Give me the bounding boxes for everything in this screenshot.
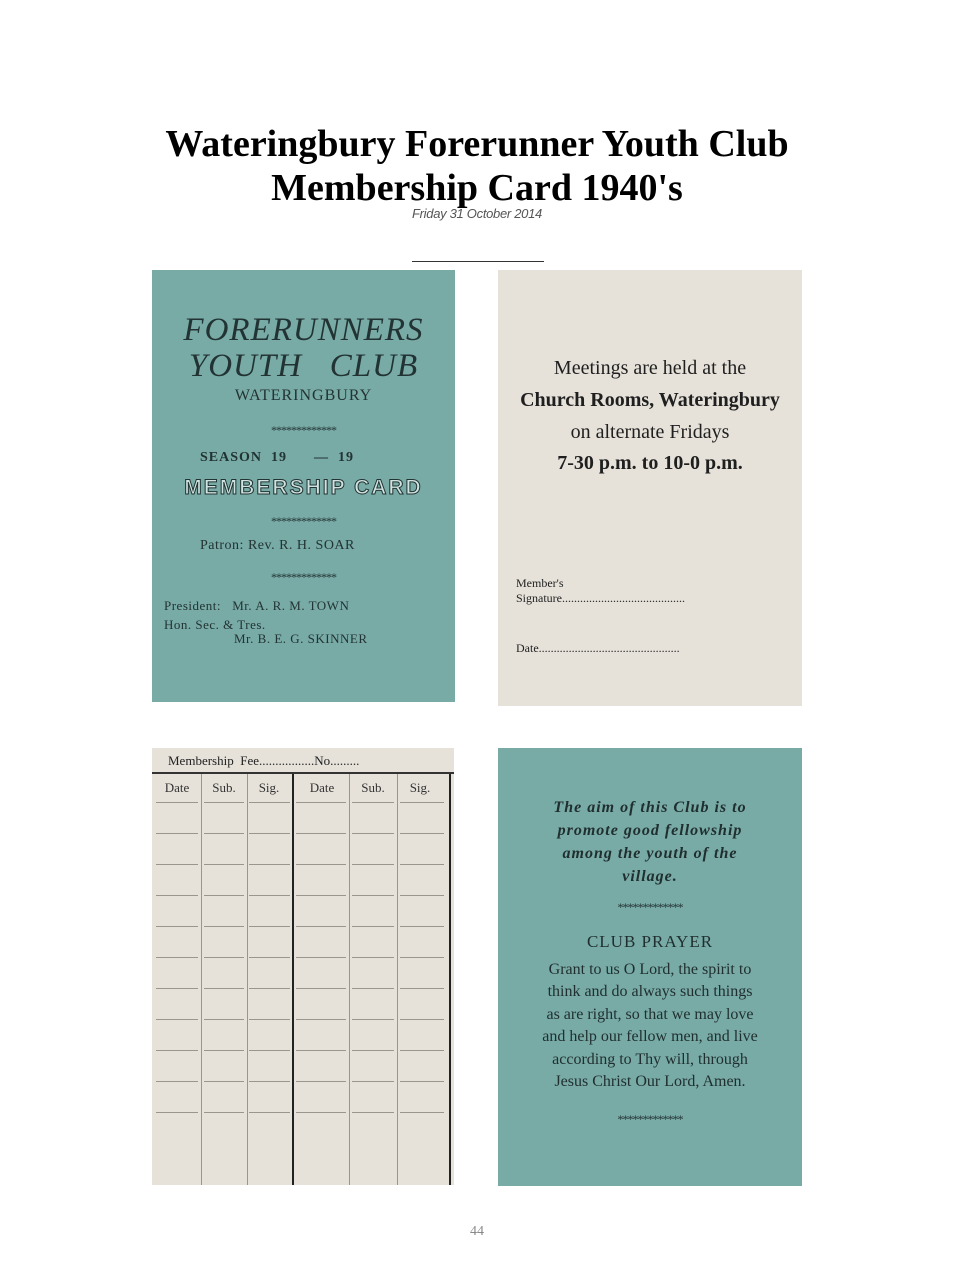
table-row-rule	[400, 864, 444, 865]
aim-line-4: village.	[622, 868, 678, 885]
table-row-rule	[156, 895, 198, 896]
table-row-rule	[352, 802, 394, 803]
meetings-line-3: on alternate Fridays	[570, 421, 730, 443]
title-line-1: Wateringbury Forerunner Youth Club	[165, 123, 789, 165]
table-row-rule	[156, 802, 198, 803]
table-row-rule	[352, 1112, 394, 1113]
table-row-rule	[296, 833, 346, 834]
table-row-rule	[296, 988, 346, 989]
table-row-rule	[249, 957, 290, 958]
aim-line-1: The aim of this Club is to	[553, 799, 747, 816]
table-row-rule	[296, 895, 346, 896]
table-row-rule	[352, 926, 394, 927]
table-row-rule	[400, 1050, 444, 1051]
table-row-rule	[249, 864, 290, 865]
club-prayer-title: CLUB PRAYER	[586, 932, 714, 951]
front-place: WATERINGBURY	[234, 387, 373, 404]
prayer-line-2: think and do always such things	[547, 983, 753, 1000]
table-row-rule	[204, 895, 244, 896]
table-row-rule	[296, 957, 346, 958]
meetings-line-1: Meetings are held at the	[553, 357, 747, 379]
table-row-rule	[156, 1112, 198, 1113]
membership-fee-line: Membership Fee.................No.........	[168, 753, 360, 768]
table-row-rule	[204, 988, 244, 989]
meetings-line-2: Church Rooms, Wateringbury	[520, 389, 780, 411]
table-right-edge	[449, 774, 451, 1185]
front-stars-2: *************	[271, 514, 336, 528]
front-president: President: Mr. A. R. M. TOWN	[164, 598, 350, 613]
table-row-rule	[352, 1050, 394, 1051]
prayer-stars-1: *************	[617, 900, 683, 914]
table-header-sub: Sub.	[212, 780, 236, 795]
post-date: Friday 31 October 2014	[412, 206, 542, 221]
table-row-rule	[204, 1019, 244, 1020]
table-row-rule	[249, 926, 290, 927]
table-row-rule	[156, 1019, 198, 1020]
front-heading-forerunners: FORERUNNERS	[183, 312, 424, 348]
table-column-rule	[349, 774, 350, 1185]
page-number: 44	[470, 1224, 484, 1239]
table-row-rule	[400, 957, 444, 958]
front-stars-3: *************	[271, 570, 336, 584]
title-divider	[412, 261, 544, 262]
table-row-rule	[400, 1112, 444, 1113]
table-column-rule	[397, 774, 398, 1185]
table-row-rule	[204, 1112, 244, 1113]
table-header-sub: Sub.	[361, 780, 385, 795]
front-stars-1: *************	[271, 423, 336, 437]
table-row-rule	[249, 988, 290, 989]
table-row-rule	[204, 926, 244, 927]
table-row-rule	[352, 895, 394, 896]
table-row-rule	[204, 1050, 244, 1051]
table-row-rule	[249, 1112, 290, 1113]
table-row-rule	[352, 1019, 394, 1020]
front-season: SEASON 19 — 19	[200, 450, 355, 465]
card-front-image	[152, 270, 455, 702]
table-row-rule	[249, 833, 290, 834]
table-row-rule	[204, 1081, 244, 1082]
table-row-rule	[249, 1081, 290, 1082]
table-row-rule	[352, 957, 394, 958]
prayer-line-3: as are right, so that we may love	[546, 1006, 754, 1023]
table-row-rule	[400, 802, 444, 803]
table-row-rule	[400, 988, 444, 989]
table-row-rule	[249, 895, 290, 896]
table-row-rule	[352, 864, 394, 865]
table-column-rule	[201, 774, 202, 1185]
table-top-rule	[152, 772, 454, 774]
date-line: Date...............................................	[516, 641, 680, 655]
page-title	[0, 122, 954, 210]
front-patron: Patron: Rev. R. H. SOAR	[200, 538, 355, 553]
table-row-rule	[156, 864, 198, 865]
table-header-sig: Sig.	[409, 780, 431, 795]
table-row-rule	[400, 1019, 444, 1020]
table-row-rule	[156, 833, 198, 834]
title-line-2: Membership Card 1940's	[271, 167, 683, 209]
table-row-rule	[156, 926, 198, 927]
table-row-rule	[204, 864, 244, 865]
signature-line: Signature.........................................	[516, 591, 685, 605]
table-row-rule	[204, 802, 244, 803]
front-skinner: Mr. B. E. G. SKINNER	[234, 631, 368, 646]
prayer-line-6: Jesus Christ Our Lord, Amen.	[554, 1073, 746, 1090]
prayer-line-5: according to Thy will, through	[552, 1051, 748, 1068]
table-row-rule	[296, 1112, 346, 1113]
table-row-rule	[400, 926, 444, 927]
table-row-rule	[156, 957, 198, 958]
prayer-stars-2: *************	[617, 1112, 683, 1126]
table-row-rule	[400, 895, 444, 896]
table-header-date: Date	[164, 780, 190, 795]
table-row-rule	[296, 1050, 346, 1051]
table-center-rule	[292, 774, 294, 1185]
table-row-rule	[156, 1050, 198, 1051]
front-hon-sec: Hon. Sec. & Tres.	[164, 617, 266, 632]
table-column-rule	[247, 774, 248, 1185]
prayer-line-4: and help our fellow men, and live	[542, 1028, 758, 1045]
table-row-rule	[400, 1081, 444, 1082]
card-prayer-image	[498, 748, 802, 1186]
table-row-rule	[249, 802, 290, 803]
table-row-rule	[296, 1081, 346, 1082]
table-row-rule	[296, 802, 346, 803]
front-heading-youth-club: YOUTH CLUB	[188, 348, 419, 384]
table-row-rule	[156, 1081, 198, 1082]
table-row-rule	[156, 988, 198, 989]
table-row-rule	[249, 1050, 290, 1051]
table-row-rule	[400, 833, 444, 834]
table-header-date: Date	[309, 780, 335, 795]
table-row-rule	[352, 1081, 394, 1082]
table-row-rule	[296, 1019, 346, 1020]
table-header-sig: Sig.	[258, 780, 280, 795]
card-fees-image	[152, 748, 454, 1185]
table-row-rule	[204, 957, 244, 958]
aim-line-2: promote good fellowship	[557, 822, 743, 839]
table-row-rule	[249, 1019, 290, 1020]
table-row-rule	[352, 833, 394, 834]
prayer-line-1: Grant to us O Lord, the spirit to	[548, 961, 752, 978]
table-row-rule	[204, 833, 244, 834]
card-meetings-image	[498, 270, 802, 706]
table-row-rule	[296, 864, 346, 865]
aim-line-3: among the youth of the	[562, 845, 738, 862]
table-row-rule	[352, 988, 394, 989]
front-membership-card: MEMBERSHIP CARD	[184, 476, 423, 499]
table-row-rule	[296, 926, 346, 927]
meetings-line-4: 7-30 p.m. to 10-0 p.m.	[557, 452, 743, 474]
member-label: Member's	[516, 576, 564, 590]
